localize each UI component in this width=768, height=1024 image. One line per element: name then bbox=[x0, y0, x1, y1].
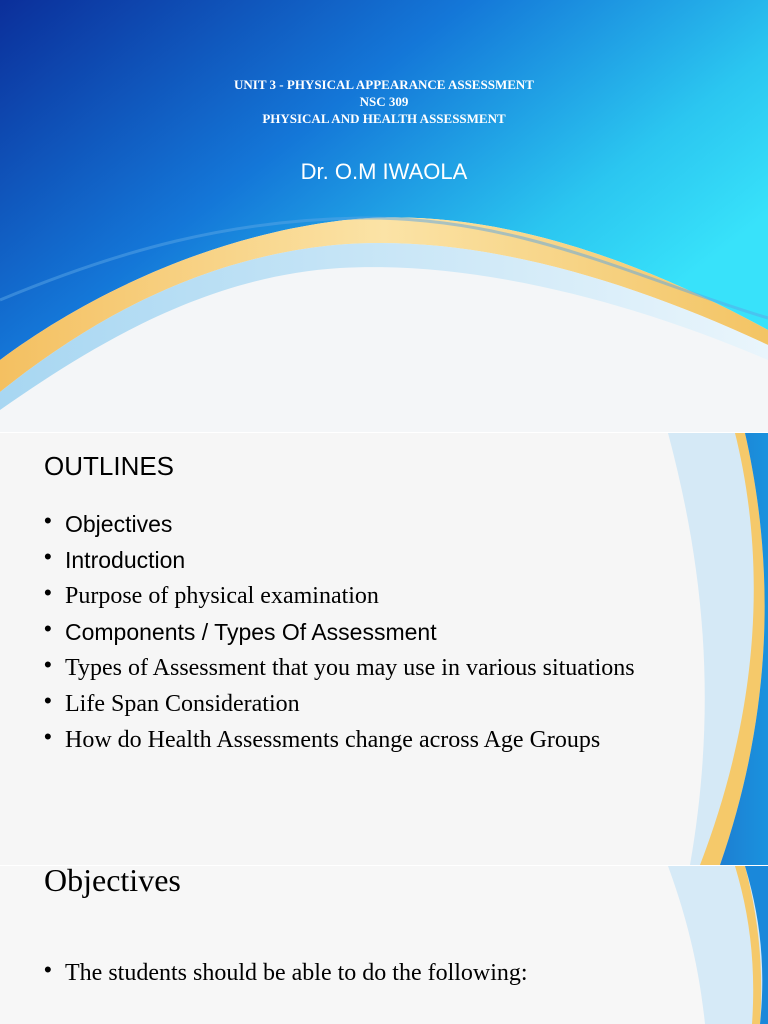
title-background-graphic bbox=[0, 0, 768, 432]
outlines-slide bbox=[0, 433, 768, 865]
list-item: • Introduction bbox=[44, 547, 635, 583]
course-title-block bbox=[0, 76, 768, 127]
title-slide bbox=[0, 0, 768, 432]
author-name: Dr. O.M IWAOLA bbox=[300, 159, 468, 184]
course-name: PHYSICAL AND HEALTH ASSESSMENT bbox=[262, 111, 506, 126]
unit-title: UNIT 3 - PHYSICAL APPEARANCE ASSESSMENT bbox=[234, 77, 534, 92]
list-item: • Purpose of physical examination bbox=[44, 583, 635, 619]
list-item: • Objectives bbox=[44, 511, 635, 547]
outlines-list bbox=[44, 511, 635, 763]
objectives-list bbox=[44, 960, 528, 987]
list-item: • Components / Types Of Assessment bbox=[44, 619, 635, 655]
objectives-slide bbox=[0, 866, 768, 1024]
list-item: • Types of Assessment that you may use in various situations bbox=[44, 655, 635, 691]
list-item: • The students should be able to do the following: bbox=[44, 960, 528, 987]
course-code: NSC 309 bbox=[359, 94, 409, 109]
outlines-heading: OUTLINES bbox=[44, 451, 175, 481]
objectives-heading: Objectives bbox=[44, 866, 181, 898]
list-item: • How do Health Assessments change across Age Groups bbox=[44, 727, 635, 763]
list-item: • Life Span Consideration bbox=[44, 691, 635, 727]
